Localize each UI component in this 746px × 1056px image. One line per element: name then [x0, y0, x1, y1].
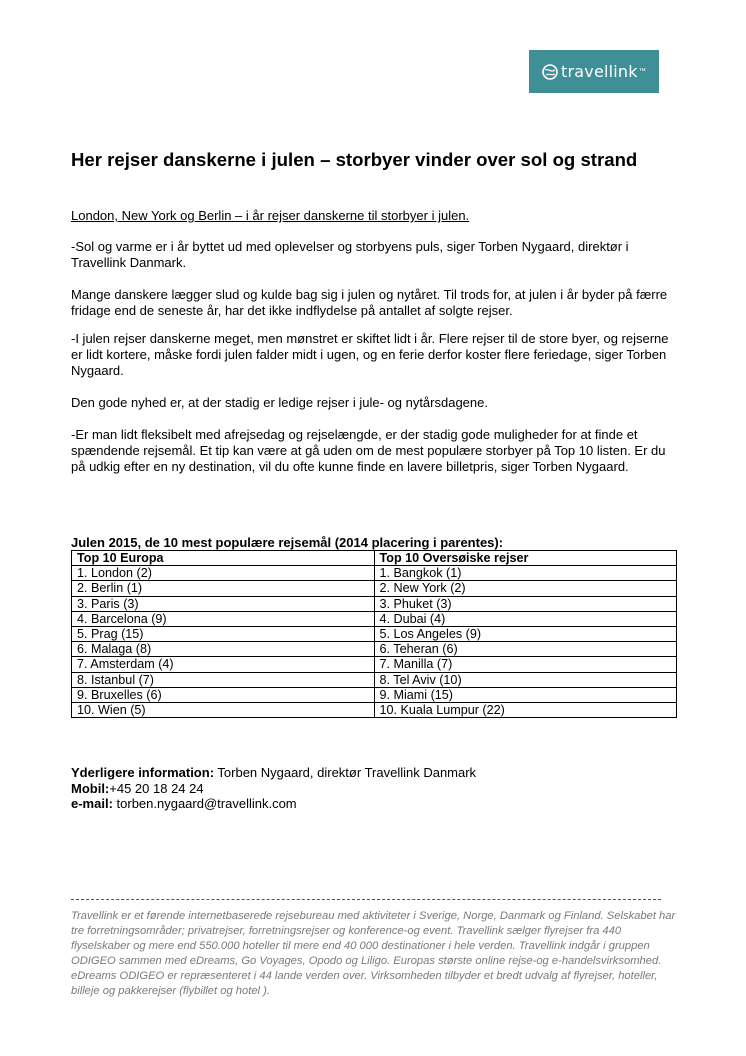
europa-cell: 8. Istanbul (7) [72, 672, 375, 687]
paragraph: Den gode nyhed er, at der stadig er ledige rejser i jule- og nytårsdagene. [71, 395, 488, 410]
header-oversoiske: Top 10 Oversøiske rejser [374, 551, 677, 566]
logo-text: travellink [561, 62, 638, 81]
contact-email-line [71, 796, 476, 812]
oversoiske-cell: 9. Miami (15) [374, 687, 677, 702]
table-row [72, 581, 677, 596]
europa-cell: 10. Wien (5) [72, 702, 375, 717]
top10-table [71, 550, 677, 718]
oversoiske-cell: 2. New York (2) [374, 581, 677, 596]
mobile-value: +45 20 18 24 24 [109, 780, 204, 796]
travellink-logo [529, 50, 659, 93]
oversoiske-cell: 1. Bangkok (1) [374, 566, 677, 581]
info-value: Torben Nygaard, direktør Travellink Danmark [214, 765, 477, 780]
contact-info-line [71, 765, 476, 781]
europa-cell: 4. Barcelona (9) [72, 611, 375, 626]
oversoiske-cell: 10. Kuala Lumpur (22) [374, 702, 677, 717]
headline: Her rejser danskerne i julen – storbyer vinder over sol og strand [71, 149, 638, 170]
europa-cell: 5. Prag (15) [72, 626, 375, 641]
table-row [72, 566, 677, 581]
europa-cell: 9. Bruxelles (6) [72, 687, 375, 702]
europa-cell: 7. Amsterdam (4) [72, 657, 375, 672]
oversoiske-cell: 7. Manilla (7) [374, 657, 677, 672]
table-row [72, 702, 677, 717]
table-header-row [72, 551, 677, 566]
table-row [72, 687, 677, 702]
footer-text: Travellink er et førende internetbaserede rejsebureau med aktiviteter i Sverige, Norge, Danmark og Finland. Selskabet har tre forretningsområder; privatrejser, forretningsrejser og konference-og event. Travellink sælger flyrejser fra 440 flyselskaber og mere end 550.000 hoteller til mere end 40 000 destinationer i hele verden. Travellink indgår i gruppen ODIGEO sammen med eDreams, Go Voyages, Opodo og Liligo. Europas største online rejse-og e-handelsvirksomhed. eDreams ODIGEO er repræsenteret i 44 lande verden over. Virksomheden tilbyder et bredt udvalg af flyrejser, hoteller, billeje og pakkerejser (flybillet og hotel ). [71, 910, 676, 997]
table-row [72, 596, 677, 611]
europa-cell: 2. Berlin (1) [72, 581, 375, 596]
table-row [72, 626, 677, 641]
table-row [72, 611, 677, 626]
paragraph: -Sol og varme er i år byttet ud med oplevelser og storbyens puls, siger Torben Nygaard, direktør i Travellink Danmark. [71, 239, 629, 271]
paragraph: -I julen rejser danskerne meget, men mønstret er skiftet lidt i år. Flere rejser til de store byer, og rejserne er lidt kortere, måske fordi julen falder midt i ugen, og en ferie derfor koster flere feriedage, siger Torben Nygaard. [71, 331, 669, 379]
oversoiske-cell: 4. Dubai (4) [374, 611, 677, 626]
table-row [72, 672, 677, 687]
oversoiske-cell: 6. Teheran (6) [374, 642, 677, 657]
footer-divider [71, 899, 661, 900]
table-row [72, 657, 677, 672]
email-value[interactable]: torben.nygaard@travellink.com [112, 796, 297, 812]
logo-trademark: ™ [638, 68, 646, 75]
header-europa: Top 10 Europa [72, 551, 375, 566]
oversoiske-cell: 5. Los Angeles (9) [374, 626, 677, 641]
europa-cell: 3. Paris (3) [72, 596, 375, 611]
mobile-label: Mobil: [71, 780, 110, 796]
europa-cell: 1. London (2) [72, 566, 375, 581]
globe-icon [542, 64, 558, 80]
email-label: e-mail: [71, 796, 113, 812]
contact-info [71, 765, 476, 812]
contact-mobile-line [71, 781, 476, 797]
oversoiske-cell: 8. Tel Aviv (10) [374, 672, 677, 687]
paragraph: -Er man lidt fleksibelt med afrejsedag og rejselængde, er der stadig gode muligheder for at finde et spændende rejsemål. Et tip kan være at gå uden om de mest populære storbyer på Top 10 listen. Er du på udkig efter en ny destination, vil du ofte kunne finde en lavere billetpris, siger Torben Nygaard. [71, 427, 666, 475]
info-label: Yderligere information: [71, 765, 215, 780]
table-caption: Julen 2015, de 10 mest populære rejsemål (2014 placering i parentes): [71, 535, 504, 550]
paragraph: Mange danskere lægger slud og kulde bag sig i julen og nytåret. Til trods for, at julen i år byder på færre fridage end de seneste år, har det ikke indflydelse på antallet af solgte rejser. [71, 287, 668, 319]
subheadline: London, New York og Berlin – i år rejser danskerne til storbyer i julen. [71, 208, 470, 223]
table-row [72, 642, 677, 657]
europa-cell: 6. Malaga (8) [72, 642, 375, 657]
oversoiske-cell: 3. Phuket (3) [374, 596, 677, 611]
